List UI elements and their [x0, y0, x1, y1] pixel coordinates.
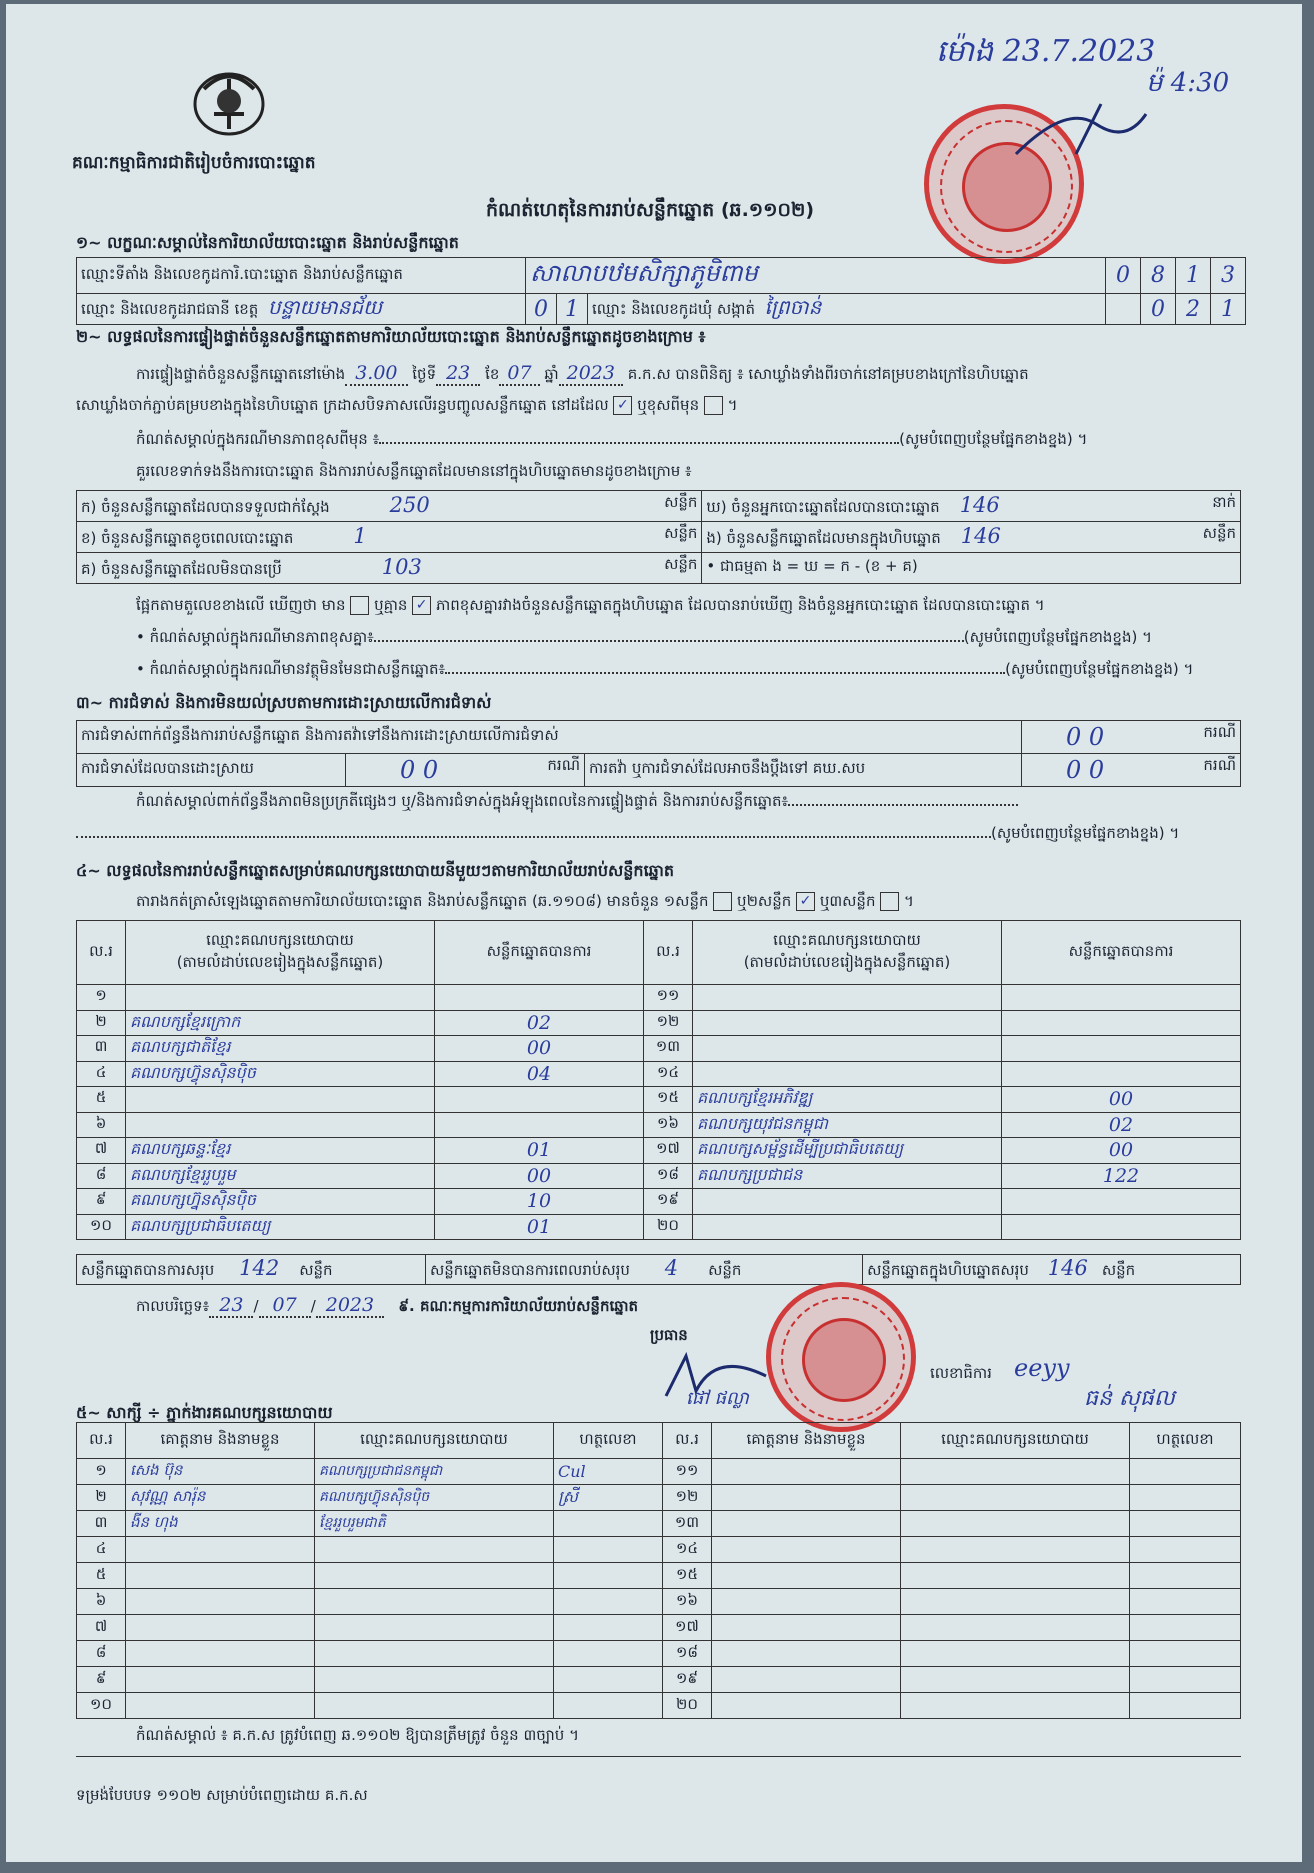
witness-row-sign: [1130, 1563, 1241, 1589]
party-row-votes: [1002, 1010, 1241, 1036]
table-row: [77, 1589, 1241, 1615]
objection-table: [76, 720, 1241, 787]
witness-row-no: ២: [77, 1485, 126, 1511]
witness-row-name: សុវណ្ណ សារ៉ុន: [126, 1485, 315, 1511]
party-row-votes: 00: [1002, 1087, 1241, 1113]
party-row-no: ១៧: [644, 1138, 693, 1164]
table-row: [77, 985, 1241, 1011]
table-row: [77, 1563, 1241, 1589]
party-row-no: ១៤: [644, 1061, 693, 1087]
w-col-name-right: គោត្តនាម និងនាមខ្លួន: [712, 1423, 901, 1459]
party-row-votes: [1002, 1036, 1241, 1062]
total-invalid: សន្លឹកឆ្នោតមិនបានការពេលរាប់សរុប 4 សន្លឹក: [426, 1255, 863, 1285]
party-row-votes: [1002, 1061, 1241, 1087]
party-row-no: ១១: [644, 985, 693, 1011]
objection-note: កំណត់សម្គាល់ពាក់ព័ន្ធនឹងភាពមិនប្រក្រតីផ្សេងៗ ឬ/និងការជំទាស់ក្នុងអំឡុងពេលនៃការផ្ទៀងផ្ទាត់ និងការរាប់សន្លឹកឆ្នោត៖: [136, 792, 1018, 814]
party-row-name: គណបក្សខ្មែររួបរួម: [126, 1163, 435, 1189]
witness-row-sign: Cul: [554, 1459, 663, 1485]
party-results-table: [76, 920, 1241, 1240]
witness-row-name: [712, 1459, 901, 1485]
w-col-party-left: ឈ្មោះគណបក្សនយោបាយ: [315, 1423, 554, 1459]
party-row-no: ១០: [77, 1214, 126, 1240]
witness-row-sign: [1130, 1537, 1241, 1563]
witness-row-name: [712, 1589, 901, 1615]
party-row-no: ១៥: [644, 1087, 693, 1113]
witness-row-name: ងីន ហុង: [126, 1511, 315, 1537]
document-sheet: [6, 4, 1302, 1862]
party-row-name: គណបក្សខ្មែរអភិវឌ្ឍ: [693, 1087, 1002, 1113]
province-label: ឈ្មោះ និងលេខកូដរាជធានី ខេត្ត បន្ទាយមានជ័យ: [77, 294, 526, 325]
objection-note-line2: (សូមបំពេញបន្ថែមផ្នែកខាងខ្នង) ។: [76, 824, 1179, 846]
section2-heading: ២~ លទ្ធផលនៃការផ្ទៀងផ្ទាត់ចំនួនសន្លឹកឆ្នោតតាមការិយាល័យបោះឆ្នោត និងរាប់សន្លឹកឆ្នោតដូចខាងក្រោម ៖: [76, 327, 706, 346]
count-month: 07: [499, 362, 539, 386]
footnote-rule: [76, 1756, 1241, 1757]
party-row-no: ១៦: [644, 1112, 693, 1138]
party-row-votes: 04: [435, 1061, 644, 1087]
witness-row-sign: [554, 1537, 663, 1563]
witness-row-name: [126, 1693, 315, 1719]
w-col-name-left: គោត្តនាម និងនាមខ្លួន: [126, 1423, 315, 1459]
party-row-no: ១៣: [644, 1036, 693, 1062]
witness-row-party: [901, 1537, 1130, 1563]
different-checkbox[interactable]: [704, 396, 723, 415]
witness-row-party: [315, 1537, 554, 1563]
witness-row-no: ១៥: [663, 1563, 712, 1589]
party-row-name: [126, 1087, 435, 1113]
table-row: [77, 1087, 1241, 1113]
witness-row-party: [315, 1589, 554, 1615]
party-row-name: គណបក្សខ្មែរក្រោក: [126, 1010, 435, 1036]
w-col-no-left: ល.រ: [77, 1423, 126, 1459]
witness-row-no: ១១: [663, 1459, 712, 1485]
results-intro: គួរលេខទាក់ទងនឹងការបោះឆ្នោត និងការរាប់សន្លឹកឆ្នោតដែលមាននៅក្នុងហិបឆ្នោតមានដូចខាងក្រោម ៖: [136, 462, 692, 480]
witness-row-name: [712, 1667, 901, 1693]
witness-row-name: [712, 1563, 901, 1589]
witness-row-party: [315, 1563, 554, 1589]
province-value: បន្ទាយមានជ័យ: [267, 295, 383, 319]
witness-row-sign: [554, 1615, 663, 1641]
witness-row-no: ១០: [77, 1693, 126, 1719]
witness-row-party: [901, 1459, 1130, 1485]
party-row-name: [126, 1112, 435, 1138]
party-row-name: [693, 1061, 1002, 1087]
total-valid: សន្លឹកឆ្នោតបានការសរុប 142 សន្លឹក: [77, 1255, 426, 1285]
party-row-votes: 00: [435, 1163, 644, 1189]
place-code-2: 8: [1141, 258, 1176, 294]
total-in-box: សន្លឹកឆ្នោតក្នុងហិបឆ្នោតសរុប 146 សន្លឹក: [863, 1255, 1241, 1285]
table-row: [77, 1010, 1241, 1036]
chair-name: ផៅ ផល្លា: [686, 1388, 749, 1409]
party-row-name: គណបក្សជាតិខ្មែរ: [126, 1036, 435, 1062]
witness-row-name: [126, 1563, 315, 1589]
count-year: 2023: [559, 362, 623, 386]
commune-code-3: 1: [1211, 294, 1246, 325]
party-row-name: គណបក្សយុវជនកម្ពុជា: [693, 1112, 1002, 1138]
table-row: [77, 1459, 1241, 1485]
objection-row1-label: ការជំទាស់ពាក់ព័ន្ធនឹងការរាប់សន្លឹកឆ្នោត និងការតវ៉ាទៅនឹងការដោះស្រាយលើការជំទាស់: [77, 721, 1022, 754]
party-row-votes: 01: [435, 1138, 644, 1164]
witness-row-no: ១២: [663, 1485, 712, 1511]
table-row: [77, 1189, 1241, 1215]
count-row-e: ង) ចំនួនសន្លឹកឆ្នោតដែលមានក្នុងហិបឆ្នោត 146 សន្លឹក: [702, 522, 1241, 553]
witness-row-party: [901, 1693, 1130, 1719]
witness-row-party: [901, 1641, 1130, 1667]
party-row-votes: [435, 985, 644, 1011]
table-row: [77, 1061, 1241, 1087]
col-votes-left: សន្លឹកឆ្នោតបានការ: [435, 921, 644, 985]
totals-row: [76, 1254, 1241, 1285]
table-row: [77, 1667, 1241, 1693]
witness-row-no: ៣: [77, 1511, 126, 1537]
place-label: ឈ្មោះទីតាំង និងលេខកូដការិ.បោះឆ្នោត និងរាប់សន្លឹកឆ្នោត: [77, 258, 526, 294]
witness-row-sign: [554, 1563, 663, 1589]
count-day: 23: [436, 362, 480, 386]
section2-para-a: ការផ្ទៀងផ្ទាត់ចំនួនសន្លឹកឆ្នោតនៅម៉ោង 3.00 ថ្ងៃទី 23 ខែ 07 ឆ្នាំ 2023 គ.ក.ស បានពិនិត្យ ៖ សោឃ្លាំងទាំងពីរចាក់នៅគម្របខាងក្រៅនៃហិបឆ្នោត: [136, 362, 1029, 384]
witness-row-no: ១៤: [663, 1537, 712, 1563]
party-row-no: ១៩: [644, 1189, 693, 1215]
party-row-votes: [1002, 985, 1241, 1011]
secretary-label: លេខាធិការ: [930, 1364, 992, 1382]
section4-heading: ៤~ លទ្ធផលនៃការរាប់សន្លឹកឆ្នោតសម្រាប់គណបក្សនយោបាយនីមួយៗតាមការិយាល័យរាប់សន្លឹកឆ្នោត: [76, 861, 675, 880]
objection-row2-label: ការជំទាស់ដែលបានដោះស្រាយ: [77, 754, 346, 787]
objection-row2-value: 0 0 ករណី: [346, 754, 585, 787]
same-checkbox[interactable]: ✓: [613, 396, 632, 415]
table-row: [77, 1693, 1241, 1719]
col-party-right: ឈ្មោះគណបក្សនយោបាយ (តាមលំដាប់លេខរៀងក្នុងសន្លឹកឆ្នោត): [693, 921, 1002, 985]
witness-row-name: [126, 1641, 315, 1667]
sheets-line: តារាងកត់ត្រាសំឡេងឆ្នោតតាមការិយាល័យបោះឆ្នោត និងរាប់សន្លឹកឆ្នោត (ឆ.១១០៨) មានចំនួន ១សន្លឹក ឬ២សន្លឹក ✓ ឬ៣សន្លឹក ។: [136, 892, 914, 910]
party-row-no: ៤: [77, 1061, 126, 1087]
objection-row1-value: 0 0 ករណី: [1022, 721, 1241, 754]
witness-row-party: ខ្មែររួបរួមជាតិ: [315, 1511, 554, 1537]
witness-row-no: ១: [77, 1459, 126, 1485]
witness-row-no: ១៦: [663, 1589, 712, 1615]
party-row-votes: 00: [435, 1036, 644, 1062]
witness-row-sign: [1130, 1511, 1241, 1537]
counts-table: [76, 490, 1241, 584]
table-row: [77, 1036, 1241, 1062]
party-row-votes: 00: [1002, 1138, 1241, 1164]
table-row: [77, 1138, 1241, 1164]
table-row: [77, 1615, 1241, 1641]
witness-row-party: [901, 1563, 1130, 1589]
compare-line: ផ្អែកតាមតួលេខខាងលើ ឃើញថា មាន ឬគ្មាន ✓ ភាពខុសគ្នារវាងចំនួនសន្លឹកឆ្នោតក្នុងហិបឆ្នោត ដែលបានរាប់ឃើញ និងចំនួនអ្នកបោះឆ្នោត ដែលបានបោះឆ្នោត ។: [136, 596, 1045, 614]
has-diff-checkbox[interactable]: [350, 596, 369, 615]
party-row-name: [693, 1036, 1002, 1062]
count-formula: • ជាធម្មតា ង = ឃ = ក - (ខ + គ): [702, 553, 1241, 584]
witness-row-name: [126, 1615, 315, 1641]
commune-code-2: 2: [1176, 294, 1211, 325]
party-row-name: គណបក្សប្រជាជន: [693, 1163, 1002, 1189]
witness-row-sign: [554, 1693, 663, 1719]
witness-row-no: ៨: [77, 1641, 126, 1667]
witness-row-no: ២០: [663, 1693, 712, 1719]
section2-para-b: សោឃ្លាំងចាក់ភ្ជាប់គម្របខាងក្នុងនៃហិបឆ្នោត ក្រដាសបិទភាសលើរន្ធបញ្ចូលសន្លឹកឆ្នោត នៅដដែល ✓ ឬខុសពីមុន ។: [76, 396, 738, 414]
witness-row-party: [901, 1667, 1130, 1693]
commission-name: គណៈកម្មាធិការជាតិរៀបចំការបោះឆ្នោត: [72, 153, 316, 173]
witness-row-party: គណបក្សហ៊្វុនស៊ិនប៉ិច: [315, 1485, 554, 1511]
party-row-name: គណបក្សឆន្ទៈខ្មែរ: [126, 1138, 435, 1164]
count-row-c: គ) ចំនួនសន្លឹកឆ្នោតដែលមិនបានប្រើ 103 សន្លឹក: [77, 553, 702, 584]
party-row-name: គណបក្សហ៊្វុនស៊ិនប៉ិច: [126, 1061, 435, 1087]
witness-row-no: ៥: [77, 1563, 126, 1589]
witness-row-party: គណបក្សប្រជាជនកម្ពុជា: [315, 1459, 554, 1485]
witness-row-party: [901, 1615, 1130, 1641]
party-row-no: ៩: [77, 1189, 126, 1215]
w-col-sign-right: ហត្ថលេខា: [1130, 1423, 1241, 1459]
province-code-2: 1: [557, 294, 588, 325]
witness-row-no: ៩: [77, 1667, 126, 1693]
party-row-name: [126, 985, 435, 1011]
count-row-a: ក) ចំនួនសន្លឹកឆ្នោតដែលបានទទួលជាក់ស្ដែង 250 សន្លឹក: [77, 491, 702, 522]
section1-table: [76, 257, 1246, 325]
witness-row-name: [712, 1485, 901, 1511]
party-row-no: ២: [77, 1010, 126, 1036]
form-footer: ទម្រង់បែបបទ ១១០២ សម្រាប់បំពេញដោយ គ.ក.ស: [76, 1786, 368, 1804]
witness-row-party: [315, 1615, 554, 1641]
witness-row-name: [712, 1511, 901, 1537]
footnote: កំណត់សម្គាល់ ៖ គ.ក.ស ត្រូវបំពេញ ឆ.១១០២ ឱ្យបានត្រឹមត្រូវ ចំនួន ៣ច្បាប់ ។: [136, 1726, 579, 1744]
party-row-no: ៥: [77, 1087, 126, 1113]
party-row-votes: [1002, 1214, 1241, 1240]
party-row-no: ៦: [77, 1112, 126, 1138]
one-sheet-checkbox[interactable]: [713, 892, 732, 911]
table-row: [77, 1511, 1241, 1537]
witness-row-name: [712, 1693, 901, 1719]
count-time: 3.00: [345, 362, 407, 386]
place-value: សាលាបឋមសិក្សាភូមិពាម: [526, 258, 1106, 294]
party-row-name: [693, 1189, 1002, 1215]
party-row-no: ២០: [644, 1214, 693, 1240]
place-code-1: 0: [1106, 258, 1141, 294]
witness-row-no: ១៨: [663, 1641, 712, 1667]
note2-line: • កំណត់សម្គាល់ក្នុងករណីមានភាពខុសគ្នា៖ (សូមបំពេញបន្ថែមផ្នែកខាងខ្នង) ។: [136, 628, 1152, 646]
party-row-votes: 01: [435, 1214, 644, 1240]
party-row-name: គណបក្សហ្វ៊ុនស៊ិនប៉ិច: [126, 1189, 435, 1215]
party-row-votes: [1002, 1189, 1241, 1215]
party-row-votes: [435, 1112, 644, 1138]
witness-row-sign: [1130, 1667, 1241, 1693]
note3-line: • កំណត់សម្គាល់ក្នុងករណីមានវត្ថុមិនមែនជាសន្លឹកឆ្នោត៖ (សូមបំពេញបន្ថែមផ្នែកខាងខ្នង) ។: [136, 660, 1194, 678]
party-row-name: [693, 1214, 1002, 1240]
witness-row-no: ៤: [77, 1537, 126, 1563]
witness-row-sign: [1130, 1589, 1241, 1615]
party-row-no: ៧: [77, 1138, 126, 1164]
witness-row-no: ១៩: [663, 1667, 712, 1693]
two-sheets-checkbox[interactable]: ✓: [796, 892, 815, 911]
witness-row-sign: [1130, 1693, 1241, 1719]
witness-row-sign: [1130, 1641, 1241, 1667]
w-col-sign-left: ហត្ថលេខា: [554, 1423, 663, 1459]
secretary-signature: eeyy: [1014, 1354, 1070, 1382]
no-diff-checkbox[interactable]: ✓: [412, 596, 431, 615]
table-row: [77, 1537, 1241, 1563]
signature-top: [1006, 94, 1156, 174]
commune-code-1: 0: [1141, 294, 1176, 325]
section5-heading: ៥~ សាក្សី ÷ ភ្នាក់ងារគណបក្សនយោបាយ: [76, 1403, 333, 1422]
witness-row-no: ៦: [77, 1589, 126, 1615]
party-row-votes: [435, 1087, 644, 1113]
province-code-1: 0: [526, 294, 557, 325]
witness-row-party: [315, 1693, 554, 1719]
witness-row-no: ៧: [77, 1615, 126, 1641]
party-row-no: ៣: [77, 1036, 126, 1062]
witness-row-name: [126, 1667, 315, 1693]
witness-row-no: ១៧: [663, 1615, 712, 1641]
witness-row-party: [901, 1485, 1130, 1511]
party-row-name: [693, 1010, 1002, 1036]
witness-row-name: [712, 1641, 901, 1667]
party-row-votes: 02: [435, 1010, 644, 1036]
table-row: [77, 1112, 1241, 1138]
table-row: [77, 1163, 1241, 1189]
section3-heading: ៣~ ការជំទាស់ និងការមិនយល់ស្របតាមការដោះស្រាយលើការជំទាស់: [76, 693, 492, 712]
party-row-votes: 122: [1002, 1163, 1241, 1189]
place-code-3: 1: [1176, 258, 1211, 294]
w-col-no-right: ល.រ: [663, 1423, 712, 1459]
party-row-votes: 10: [435, 1189, 644, 1215]
party-row-no: ១៨: [644, 1163, 693, 1189]
table-row: [77, 1214, 1241, 1240]
col-no-left: ល.រ: [77, 921, 126, 985]
witness-row-sign: [1130, 1459, 1241, 1485]
table-row: [77, 1485, 1241, 1511]
witness-row-party: [315, 1641, 554, 1667]
witness-row-name: [126, 1589, 315, 1615]
party-row-name: គណបក្សសម្ព័ន្ធដើម្បីប្រជាធិបតេយ្យ: [693, 1138, 1002, 1164]
party-row-votes: 02: [1002, 1112, 1241, 1138]
witness-row-sign: [1130, 1615, 1241, 1641]
objection-row2b-value: 0 0 ករណី: [1022, 754, 1241, 787]
count-row-b: ខ) ចំនួនសន្លឹកឆ្នោតខូចពេលបោះឆ្នោត 1 សន្លឹក: [77, 522, 702, 553]
witness-row-name: [712, 1537, 901, 1563]
witness-row-name: [712, 1615, 901, 1641]
commune-label: ឈ្មោះ និងលេខកូដឃុំ សង្កាត់ ព្រៃចាន់: [588, 294, 1106, 325]
witness-row-party: [315, 1667, 554, 1693]
form-title: កំណត់ហេតុនៃការរាប់សន្លឹកឆ្នោត (ឆ.១១០២): [486, 199, 815, 221]
witness-row-name: [126, 1537, 315, 1563]
witness-row-sign: ស្រី: [554, 1485, 663, 1511]
witness-row-no: ១៣: [663, 1511, 712, 1537]
commune-value: ព្រៃចាន់: [764, 295, 822, 319]
witness-row-sign: [554, 1641, 663, 1667]
handwritten-time: ម៉ 4:30: [1146, 68, 1230, 98]
witness-table: [76, 1422, 1241, 1719]
witness-row-party: [901, 1511, 1130, 1537]
three-sheets-checkbox[interactable]: [880, 892, 899, 911]
diff-note-line: កំណត់សម្គាល់ក្នុងករណីមានភាពខុសពីមុន ៖ (សូមបំពេញបន្ថែមផ្នែកខាងខ្នង) ។: [136, 430, 1088, 448]
party-row-no: ១២: [644, 1010, 693, 1036]
table-row: [77, 1641, 1241, 1667]
witness-row-sign: [554, 1589, 663, 1615]
chair-label: ប្រធាន: [650, 1326, 688, 1344]
party-row-name: [693, 985, 1002, 1011]
witness-row-sign: [554, 1667, 663, 1693]
date-line: កាលបរិច្ឆេទ៖ 23 / 07 / 2023 ៩. គណៈកម្មការការិយាល័យរាប់សន្លឹកឆ្នោត: [136, 1294, 639, 1316]
count-row-d: ឃ) ចំនួនអ្នកបោះឆ្នោតដែលបានបោះឆ្នោត 146 នាក់: [702, 491, 1241, 522]
witness-row-sign: [1130, 1485, 1241, 1511]
objection-row2b-label: ការតវ៉ា ឬការជំទាស់ដែលអាចនឹងប្ដឹងទៅ គឃ.សប: [585, 754, 1022, 787]
handwritten-date: ម៉ោង 23.7.2023: [936, 34, 1156, 69]
emblem-icon: [184, 59, 274, 139]
witness-row-sign: [554, 1511, 663, 1537]
w-col-party-right: ឈ្មោះគណបក្សនយោបាយ: [901, 1423, 1130, 1459]
party-row-no: ៨: [77, 1163, 126, 1189]
official-seal-bottom: [766, 1282, 916, 1432]
secretary-name: ធន់ សុផល: [1084, 1386, 1175, 1411]
col-votes-right: សន្លឹកឆ្នោតបានការ: [1002, 921, 1241, 985]
party-row-no: ១: [77, 985, 126, 1011]
witness-row-party: [901, 1589, 1130, 1615]
section1-heading: ១~ លក្ខណៈសម្គាល់នៃការិយាល័យបោះឆ្នោត និងរាប់សន្លឹកឆ្នោត: [76, 233, 459, 252]
witness-row-name: សេង ប៊ុន: [126, 1459, 315, 1485]
place-code-4: 3: [1211, 258, 1246, 294]
col-party-left: ឈ្មោះគណបក្សនយោបាយ (តាមលំដាប់លេខរៀងក្នុងសន្លឹកឆ្នោត): [126, 921, 435, 985]
col-no-right: ល.រ: [644, 921, 693, 985]
party-row-name: គណបក្សប្រជាធិបតេយ្យ: [126, 1214, 435, 1240]
